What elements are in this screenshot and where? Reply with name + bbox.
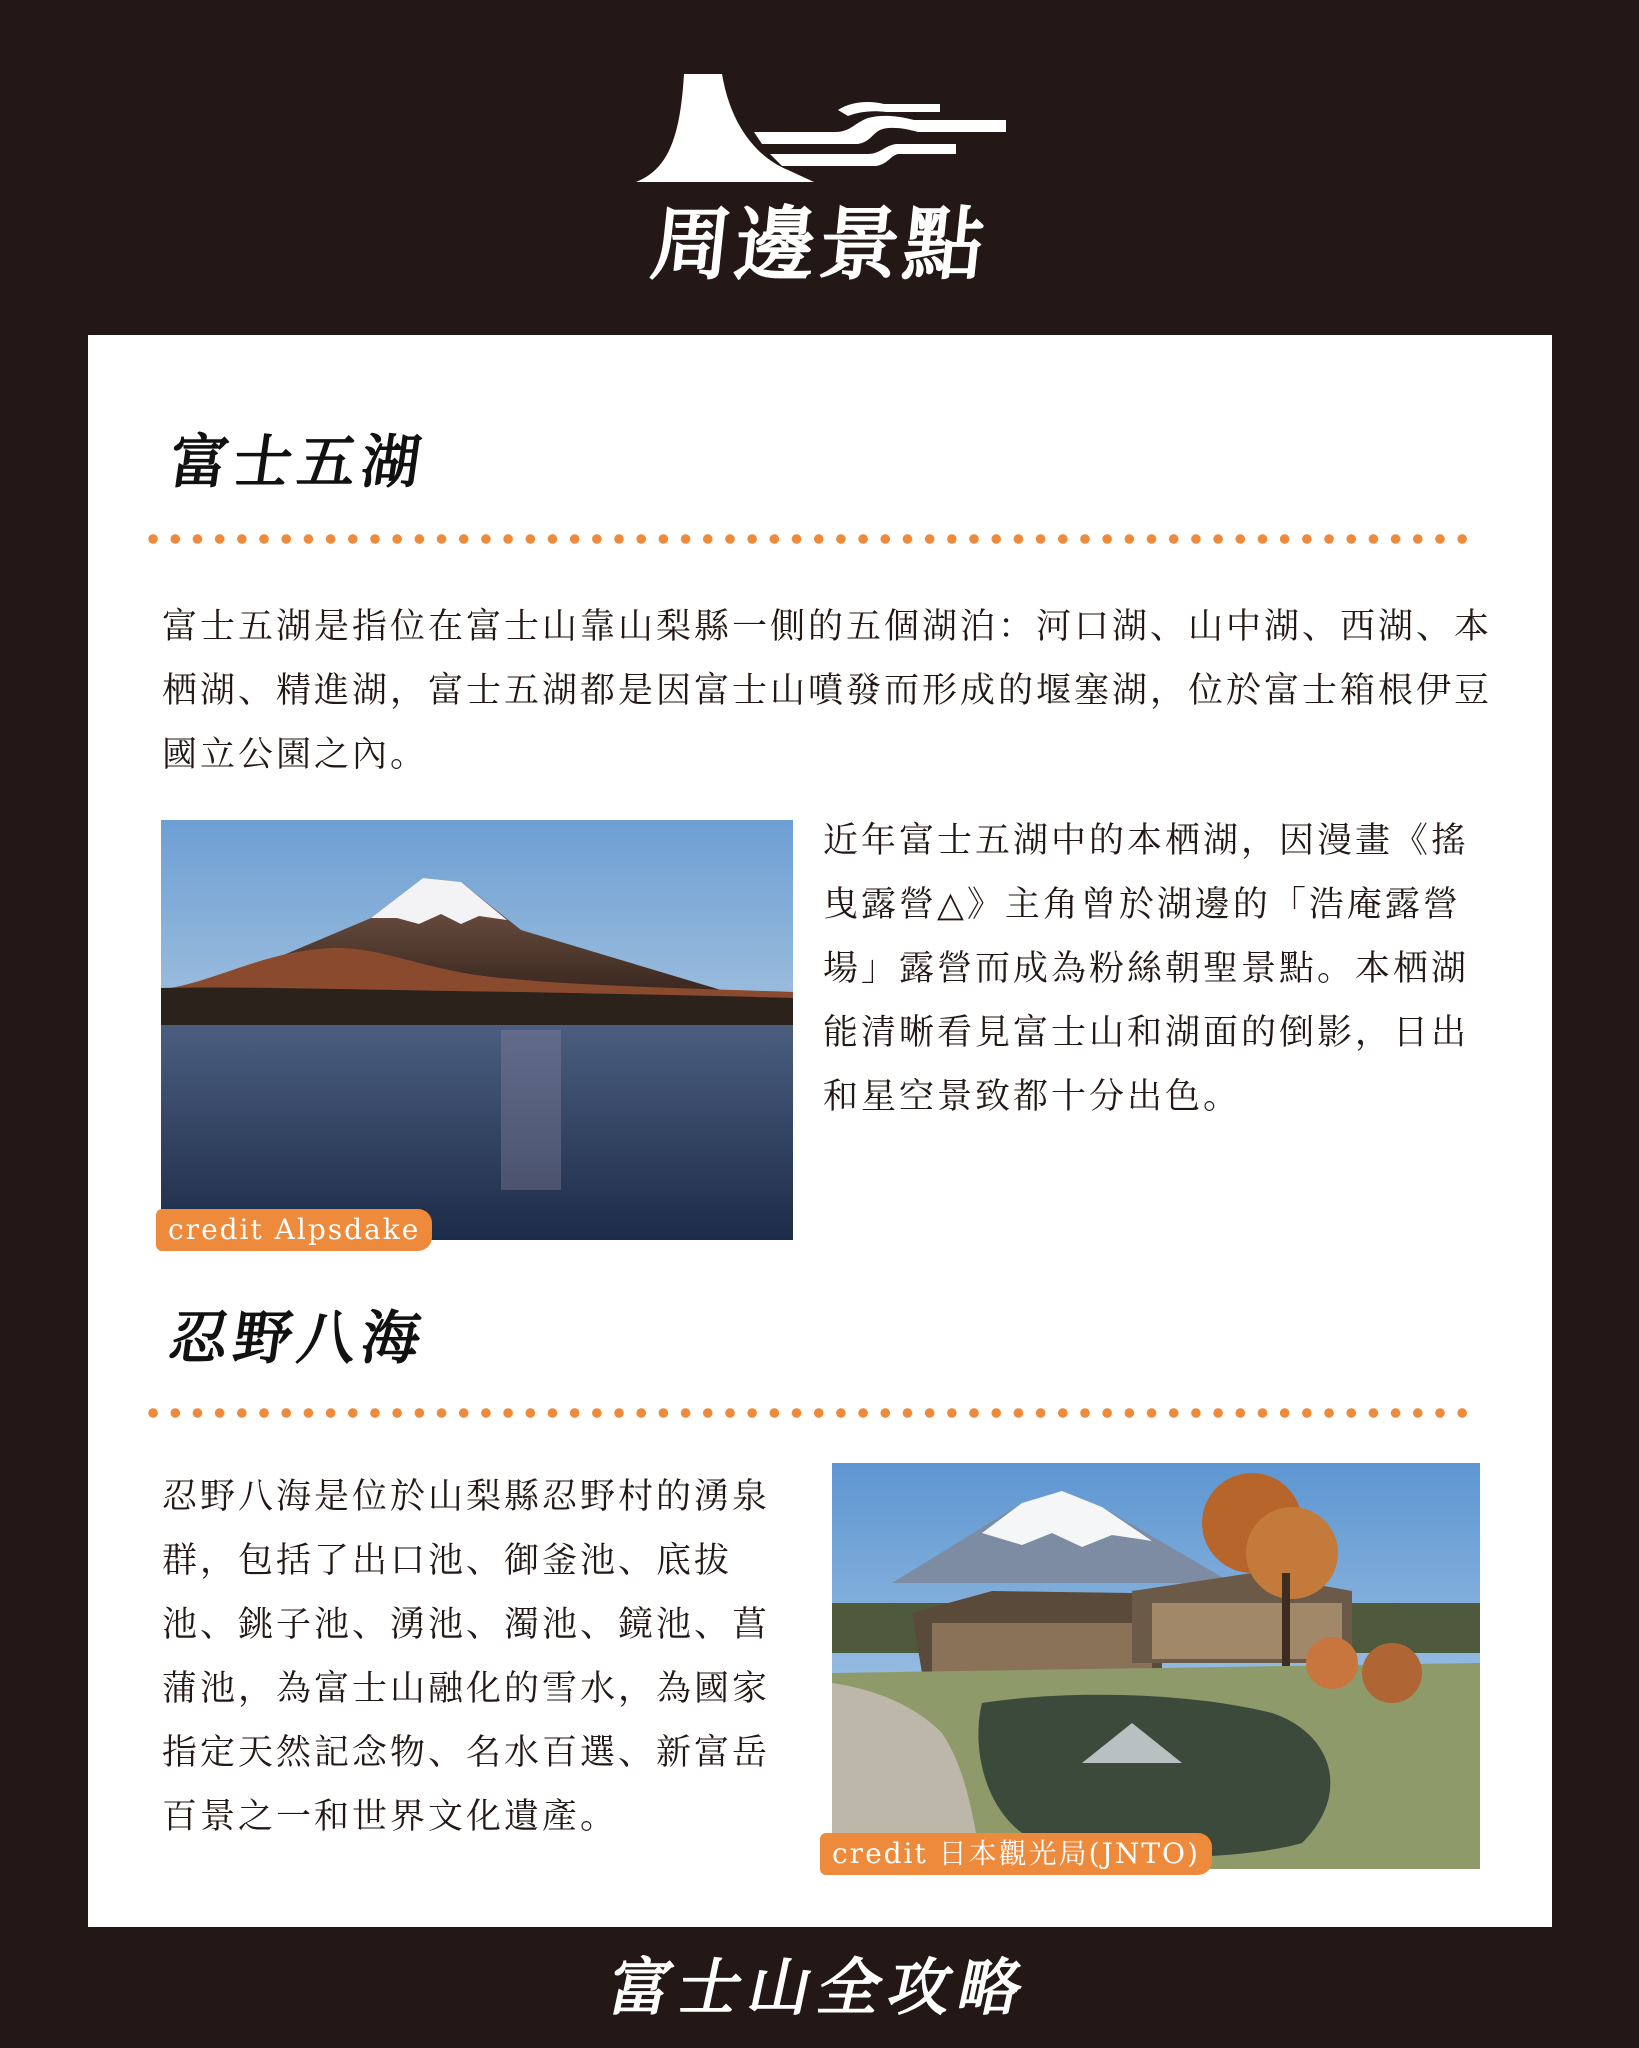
dotted-divider bbox=[142, 1407, 1472, 1419]
oshino-hakkai-description: 忍野八海是位於山梨縣忍野村的湧泉群，包括了出口池、御釜池、底拔池、銚子池、湧池、濁池、鏡池、菖蒲池，為富士山融化的雪水，為國家指定天然記念物、名水百選、新富岳百景之一和世界文化遺產。 bbox=[162, 1477, 771, 1837]
section-title-fuji-five-lakes: 富士五湖 bbox=[165, 428, 431, 496]
page-title: 周邊景點 bbox=[646, 198, 993, 291]
oshino-hakkai-photo bbox=[832, 1463, 1480, 1869]
motosu-lake-description: 近年富士五湖中的本栖湖，因漫畫《搖曳露營△》主角曾於湖邊的「浩庵露營場」露營而成為粉絲朝聖景點。本栖湖能清晰看見富士山和湖面的倒影，日出和星空景致都十分出色。 bbox=[823, 821, 1470, 1117]
section-title-oshino-hakkai: 忍野八海 bbox=[165, 1304, 431, 1372]
footer-title: 富士山全攻略 bbox=[601, 1951, 1038, 2024]
motosu-lake-photo bbox=[161, 820, 793, 1240]
image-credit-jnto: credit 日本觀光局(JNTO) bbox=[820, 1833, 1212, 1875]
content-card bbox=[88, 335, 1552, 1927]
image-credit-alpsdake: credit Alpsdake bbox=[156, 1209, 432, 1251]
mount-fuji-clouds-icon bbox=[636, 70, 1006, 188]
fuji-five-lakes-intro: 富士五湖是指位在富士山靠山梨縣一側的五個湖泊：河口湖、山中湖、西湖、本栖湖、精進湖，富士五湖都是因富士山噴發而形成的堰塞湖，位於富士箱根伊豆國立公園之內。 bbox=[162, 607, 1493, 775]
dotted-divider bbox=[142, 533, 1472, 545]
header bbox=[0, 0, 1639, 335]
